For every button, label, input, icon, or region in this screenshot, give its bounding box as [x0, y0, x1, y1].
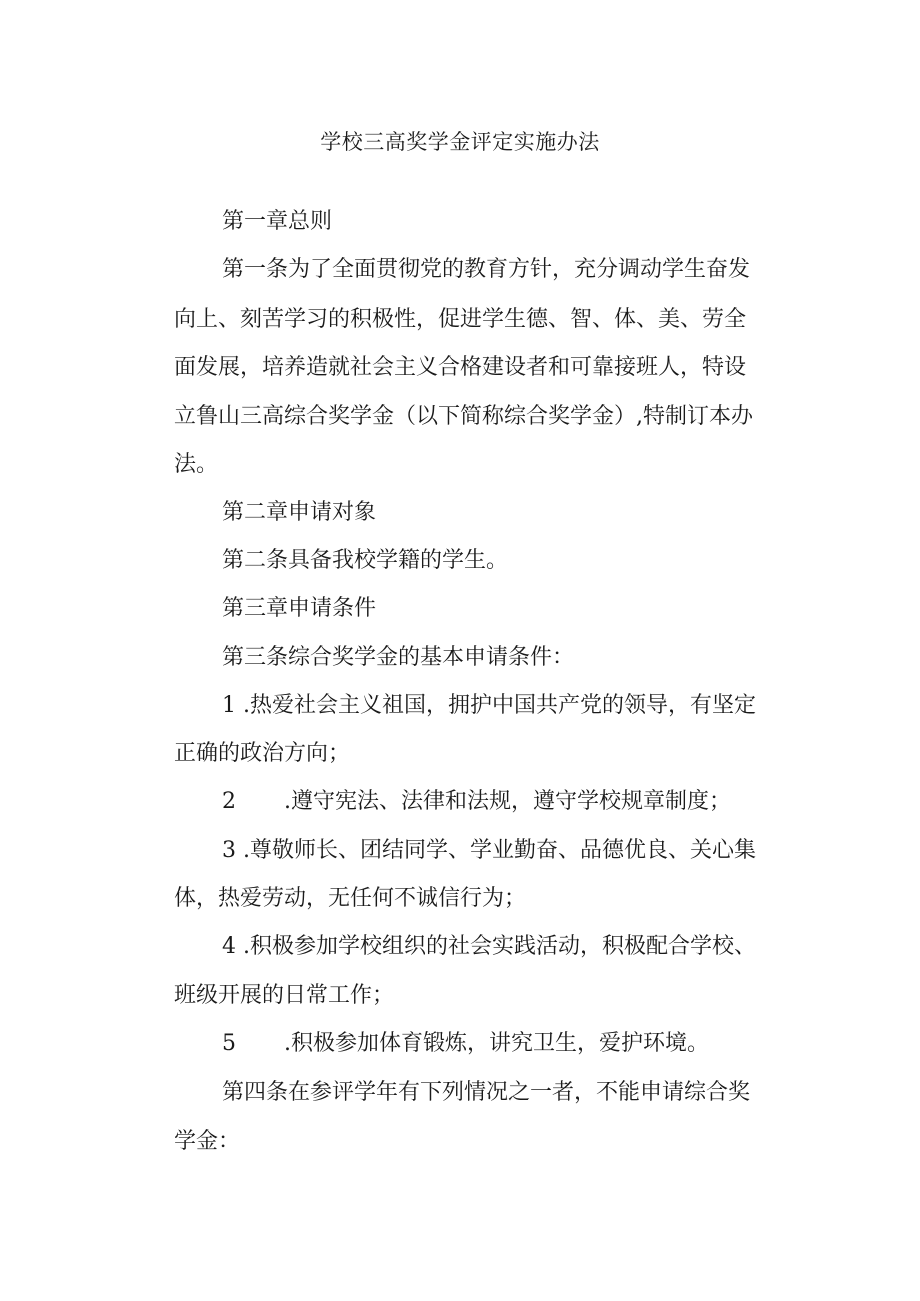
article-2-line-1: 第二条具备我校学籍的学生。	[222, 548, 509, 573]
condition-5-number: 5	[222, 1031, 236, 1056]
condition-4-line-1: 4 .积极参加学校组织的社会实践活动，积极配合学校、	[222, 934, 756, 959]
condition-1-line-1: 1 .热爱社会主义祖国，拥护中国共产党的领导，有坚定	[222, 693, 756, 718]
chapter-2-heading: 第二章申请对象	[222, 500, 377, 525]
article-1-line-5: 法。	[174, 452, 219, 477]
condition-2-line-1	[222, 787, 731, 817]
condition-1-line-2: 正确的政治方向；	[174, 741, 351, 766]
article-1-line-4: 立鲁山三高综合奖学金（以下简称综合奖学金）,特制订本办	[174, 404, 753, 429]
chapter-1-heading: 第一章总则	[222, 209, 333, 234]
article-1-line-1: 第一条为了全面贯彻党的教育方针，充分调动学生奋发	[222, 257, 751, 282]
article-3-line-1: 第三条综合奖学金的基本申请条件：	[222, 645, 575, 670]
article-4-line-1: 第四条在参评学年有下列情况之一者，不能申请综合奖	[222, 1080, 751, 1105]
condition-5-text: .积极参加体育锻炼，讲究卫生，爱护环境。	[284, 1031, 709, 1056]
condition-2-number: 2	[222, 789, 236, 814]
condition-2-text: .遵守宪法、法律和法规，遵守学校规章制度；	[284, 789, 731, 814]
document-title: 学校三高奖学金评定实施办法	[320, 130, 600, 154]
article-1-line-2: 向上、刻苦学习的积极性，促进学生德、智、体、美、劳全	[174, 307, 747, 332]
article-1-line-3: 面发展，培养造就社会主义合格建设者和可靠接班人，特设	[174, 355, 747, 380]
chapter-3-heading: 第三章申请条件	[222, 596, 377, 621]
article-4-line-2: 学金：	[174, 1129, 241, 1154]
condition-3-line-2: 体，热爱劳动，无任何不诚信行为；	[174, 886, 527, 911]
condition-5-line-1	[222, 1029, 709, 1059]
condition-4-line-2: 班级开展的日常工作；	[174, 983, 395, 1008]
condition-3-line-1: 3 .尊敬师长、团结同学、学业勤奋、品德优良、关心集	[222, 838, 756, 863]
